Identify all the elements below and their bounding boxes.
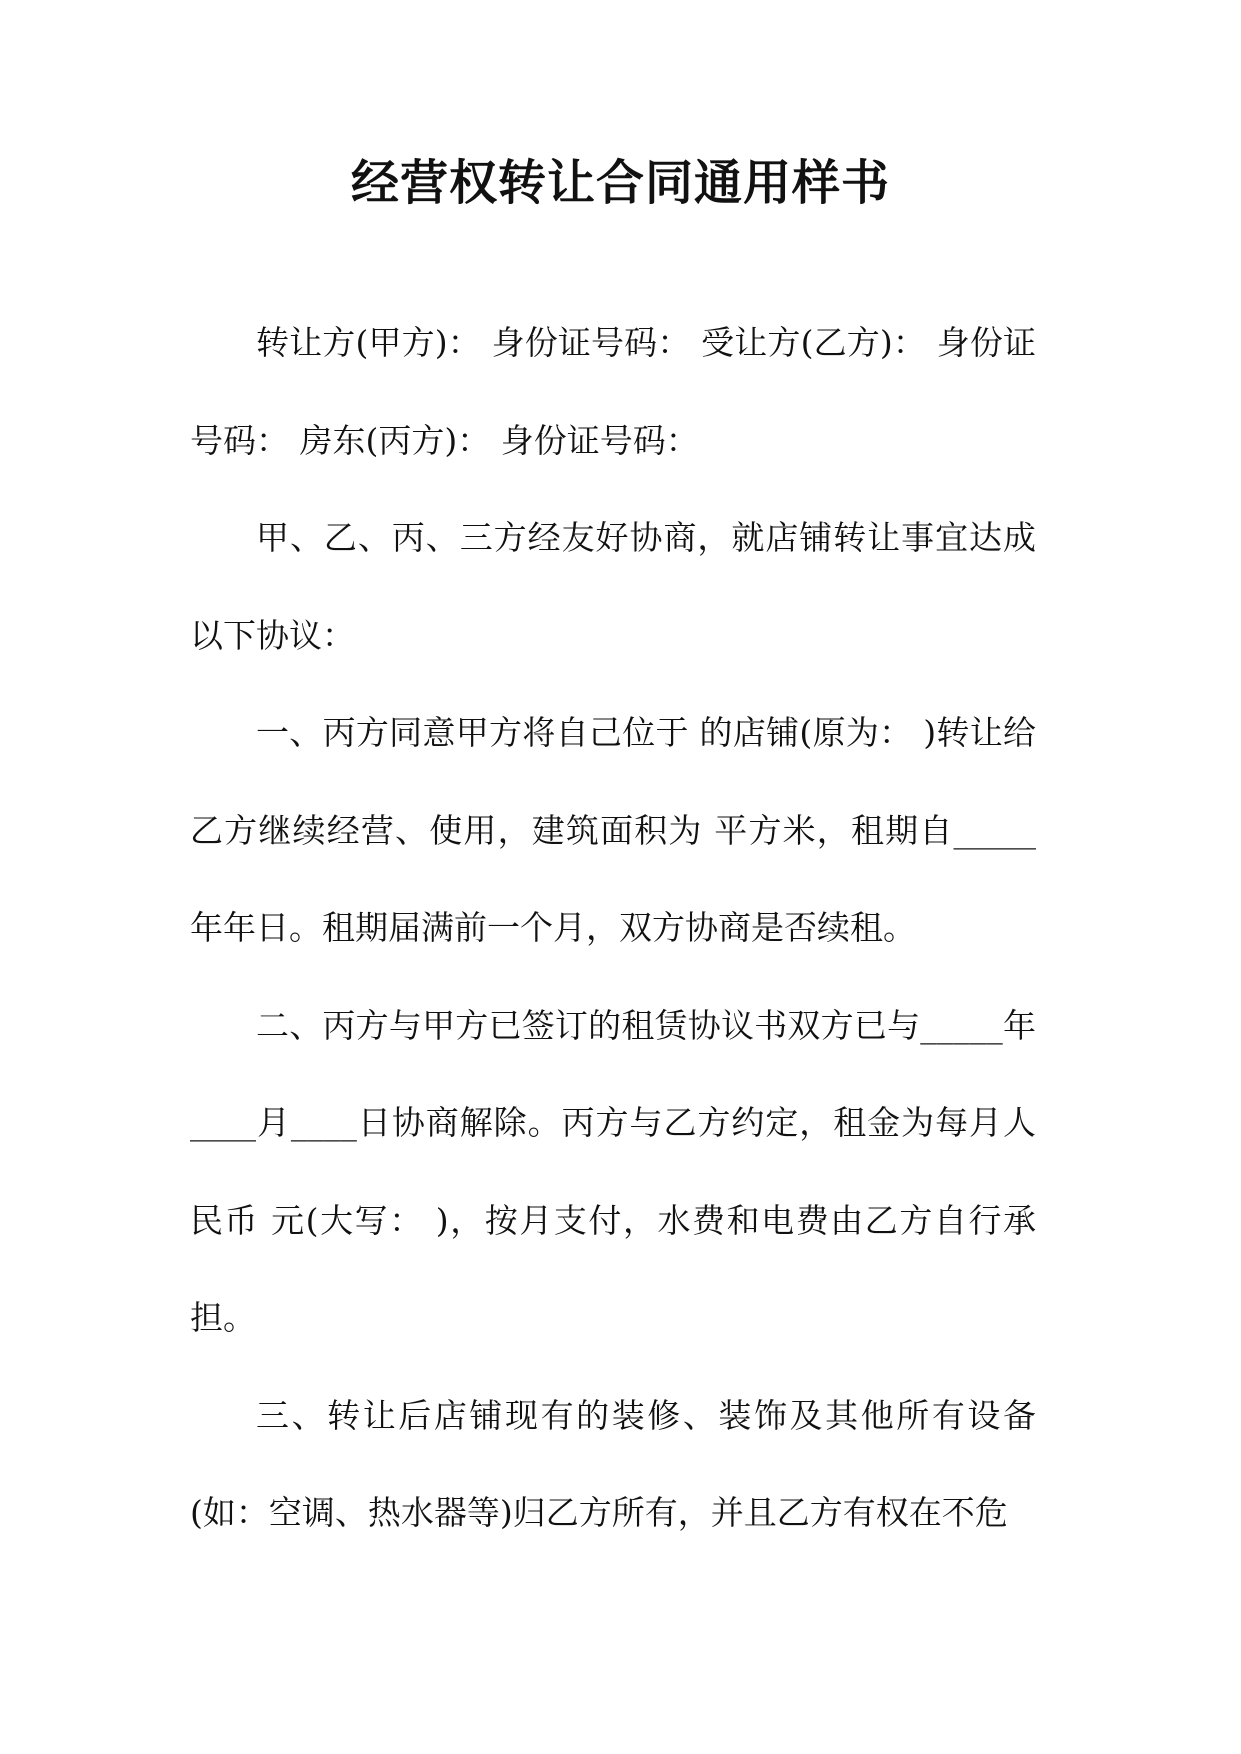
clause-three-paragraph: 三、转让后店铺现有的装修、装饰及其他所有设备(如：空调、热水器等)归乙方所有，并且乙方有权在不危 bbox=[190, 1395, 1036, 1532]
clause-one-paragraph: 一、丙方同意甲方将自己位于 的店铺(原为： )转让给乙方继续经营、使用，建筑面积为 平方米，租期自_____年年日。租期届满前一个月，双方协商是否续租。 bbox=[190, 713, 1036, 947]
document-title: 经营权转让合同通用样书 bbox=[350, 155, 890, 211]
clause-two-paragraph: 二、丙方与甲方已签订的租赁协议书双方已与_____年____月____日协商解除。丙方与乙方约定，租金为每月人民币 元(大写： )，按月支付，水费和电费由乙方自行承担。 bbox=[190, 1005, 1036, 1337]
document-body bbox=[190, 294, 1036, 1562]
parties-paragraph: 转让方(甲方)： 身份证号码： 受让方(乙方)： 身份证号码： 房东(丙方)： 身份证号码： bbox=[190, 323, 1036, 460]
agreement-intro-paragraph: 甲、乙、丙、三方经友好协商，就店铺转让事宜达成以下协议： bbox=[190, 518, 1036, 655]
